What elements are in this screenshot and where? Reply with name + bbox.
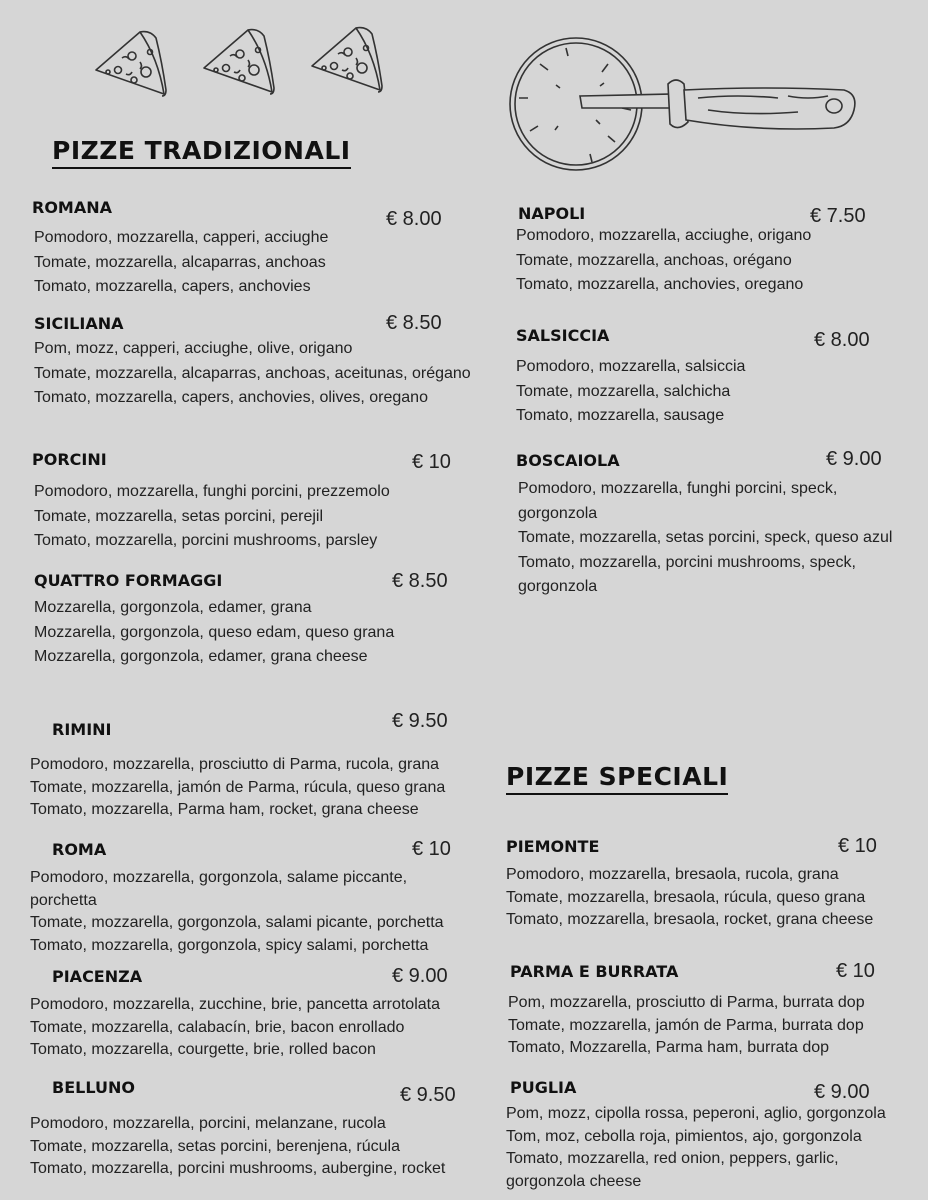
- desc-line: Tomato, mozzarella, Parma ham, rocket, grana cheese: [30, 801, 419, 818]
- desc-line: Tomate, mozzarella, bresaola, rúcula, queso grana: [506, 888, 866, 906]
- pizza-price-salsiccia: € 8.00: [814, 329, 870, 351]
- pizza-desc-siciliana: [34, 337, 489, 411]
- desc-line: Tomate, mozzarella, salchicha: [516, 382, 731, 400]
- desc-line: Pomodoro, mozzarella, porcini, melanzane, rucola: [30, 1115, 386, 1132]
- desc-line: Tomato, mozzarella, gorgonzola, spicy salami, porchetta: [30, 936, 429, 954]
- pizza-desc-roma: [30, 867, 490, 957]
- pizza-name-piacenza: PIACENZA: [52, 967, 143, 986]
- desc-line: Pomodoro, mozzarella, funghi porcini, prezzemolo: [34, 483, 390, 500]
- pizza-name-napoli: NAPOLI: [518, 204, 586, 223]
- desc-line: Pom, mozzarella, prosciutto di Parma, burrata dop: [508, 994, 865, 1011]
- pizza-name-rimini: RIMINI: [52, 720, 112, 739]
- desc-line: Tomato, mozzarella, sausage: [516, 407, 725, 424]
- desc-line: Pomodoro, mozzarella, capperi, acciughe: [34, 229, 329, 246]
- pizza-price-piacenza: € 9.00: [392, 965, 448, 987]
- desc-line: Tomate, mozzarella, setas porcini, berenjena, rúcula: [30, 1137, 400, 1155]
- desc-line: Tomato, Mozzarella, Parma ham, burrata dop: [508, 1039, 830, 1056]
- pizza-desc-quattro-formaggi: [34, 596, 484, 670]
- pizza-name-quattro-formaggi: QUATTRO FORMAGGI: [34, 571, 223, 590]
- pizza-desc-romana: [34, 226, 474, 300]
- pizza-slice-icon: [92, 28, 167, 100]
- desc-line: Pom, mozz, capperi, acciughe, olive, origano: [34, 340, 353, 357]
- pizza-price-puglia: € 9.00: [814, 1081, 870, 1103]
- pizza-name-salsiccia: SALSICCIA: [516, 326, 610, 345]
- pizza-desc-napoli: [516, 224, 916, 298]
- pizza-name-siciliana: SICILIANA: [34, 314, 124, 333]
- pizza-desc-boscaiola: [518, 477, 913, 600]
- pizza-slice-icon: [200, 26, 275, 98]
- pizza-name-romana: ROMANA: [32, 198, 112, 217]
- pizza-cutter-icon: [508, 36, 858, 172]
- desc-line: Tomato, mozzarella, capers, anchovies: [34, 278, 311, 295]
- desc-line: Tomate, mozzarella, calabacín, brie, bacon enrollado: [30, 1018, 405, 1036]
- pizza-desc-piacenza: [30, 994, 490, 1062]
- pizza-price-quattro-formaggi: € 8.50: [392, 570, 448, 592]
- desc-line: Tomate, mozzarella, setas porcini, speck, queso azul: [518, 529, 893, 546]
- desc-line: Tomate, mozzarella, jamón de Parma, rúcula, queso grana: [30, 778, 446, 796]
- desc-line: Tomate, mozzarella, alcaparras, anchoas, aceitunas, orégano: [34, 364, 471, 382]
- pizza-price-rimini: € 9.50: [392, 710, 448, 732]
- pizza-price-napoli: € 7.50: [810, 205, 866, 227]
- desc-line: Pomodoro, mozzarella, salsiccia: [516, 358, 746, 375]
- pizza-desc-salsiccia: [516, 355, 916, 429]
- desc-line: Tomato, mozzarella, porcini mushrooms, speck, gorgonzola: [518, 553, 856, 595]
- pizza-name-belluno: BELLUNO: [52, 1078, 135, 1097]
- desc-line: Tomate, mozzarella, gorgonzola, salami picante, porchetta: [30, 914, 444, 931]
- desc-line: Tomato, mozzarella, courgette, brie, rolled bacon: [30, 1041, 376, 1058]
- pizza-price-siciliana: € 8.50: [386, 312, 442, 334]
- desc-line: Tom, moz, cebolla roja, pimientos, ajo, gorgonzola: [506, 1127, 862, 1145]
- desc-line: Tomate, mozzarella, setas porcini, perejil: [34, 507, 324, 525]
- pizza-price-roma: € 10: [412, 838, 451, 860]
- desc-line: Tomate, mozzarella, jamón de Parma, burrata dop: [508, 1016, 864, 1034]
- desc-line: Pomodoro, mozzarella, zucchine, brie, pancetta arrotolata: [30, 996, 440, 1013]
- desc-line: Tomato, mozzarella, red onion, peppers, garlic, gorgonzola cheese: [506, 1150, 839, 1190]
- pizza-desc-rimini: [30, 754, 490, 822]
- pizza-name-roma: ROMA: [52, 840, 107, 859]
- desc-line: Tomato, mozzarella, capers, anchovies, olives, oregano: [34, 389, 428, 406]
- desc-line: Tomato, mozzarella, porcini mushrooms, parsley: [34, 532, 378, 549]
- pizza-price-belluno: € 9.50: [400, 1084, 456, 1106]
- desc-line: Pom, mozz, cipolla rossa, peperoni, aglio, gorgonzola: [506, 1105, 886, 1122]
- pizza-price-piemonte: € 10: [838, 835, 877, 857]
- pizza-name-porcini: PORCINI: [32, 450, 107, 469]
- pizza-desc-porcini: [34, 480, 484, 554]
- pizza-slice-icon: [308, 24, 383, 96]
- desc-line: Mozzarella, gorgonzola, queso edam, queso grana: [34, 623, 395, 641]
- desc-line: Pomodoro, mozzarella, prosciutto di Parma, rucola, grana: [30, 756, 440, 773]
- desc-line: Tomato, mozzarella, porcini mushrooms, aubergine, rocket: [30, 1160, 446, 1177]
- section-heading-tradizionali: PIZZE TRADIZIONALI: [52, 136, 351, 169]
- pizza-price-parma-e-burrata: € 10: [836, 960, 875, 982]
- desc-line: Tomate, mozzarella, alcaparras, anchoas: [34, 253, 326, 271]
- desc-line: Mozzarella, gorgonzola, edamer, grana cheese: [34, 648, 368, 665]
- pizza-price-boscaiola: € 9.00: [826, 448, 882, 470]
- pizza-name-parma-e-burrata: PARMA E BURRATA: [510, 962, 679, 981]
- pizza-desc-puglia: [506, 1103, 916, 1193]
- section-heading-speciali: PIZZE SPECIALI: [506, 762, 728, 795]
- pizza-desc-belluno: [30, 1113, 490, 1181]
- desc-line: Pomodoro, mozzarella, funghi porcini, speck, gorgonzola: [518, 480, 838, 522]
- pizza-name-puglia: PUGLIA: [510, 1078, 577, 1097]
- desc-line: Tomato, mozzarella, anchovies, oregano: [516, 276, 804, 293]
- desc-line: Pomodoro, mozzarella, bresaola, rucola, grana: [506, 866, 839, 883]
- pizza-price-porcini: € 10: [412, 451, 451, 473]
- desc-line: Tomato, mozzarella, bresaola, rocket, grana cheese: [506, 911, 874, 928]
- pizza-desc-parma-e-burrata: [508, 992, 918, 1060]
- pizza-name-piemonte: PIEMONTE: [506, 837, 600, 856]
- desc-line: Pomodoro, mozzarella, acciughe, origano: [516, 227, 812, 244]
- desc-line: Tomate, mozzarella, anchoas, orégano: [516, 251, 792, 269]
- desc-line: Mozzarella, gorgonzola, edamer, grana: [34, 599, 312, 616]
- desc-line: Pomodoro, mozzarella, gorgonzola, salame piccante, porchetta: [30, 869, 408, 909]
- pizza-price-romana: € 8.00: [386, 208, 442, 230]
- pizza-desc-piemonte: [506, 864, 916, 932]
- pizza-name-boscaiola: BOSCAIOLA: [516, 451, 620, 470]
